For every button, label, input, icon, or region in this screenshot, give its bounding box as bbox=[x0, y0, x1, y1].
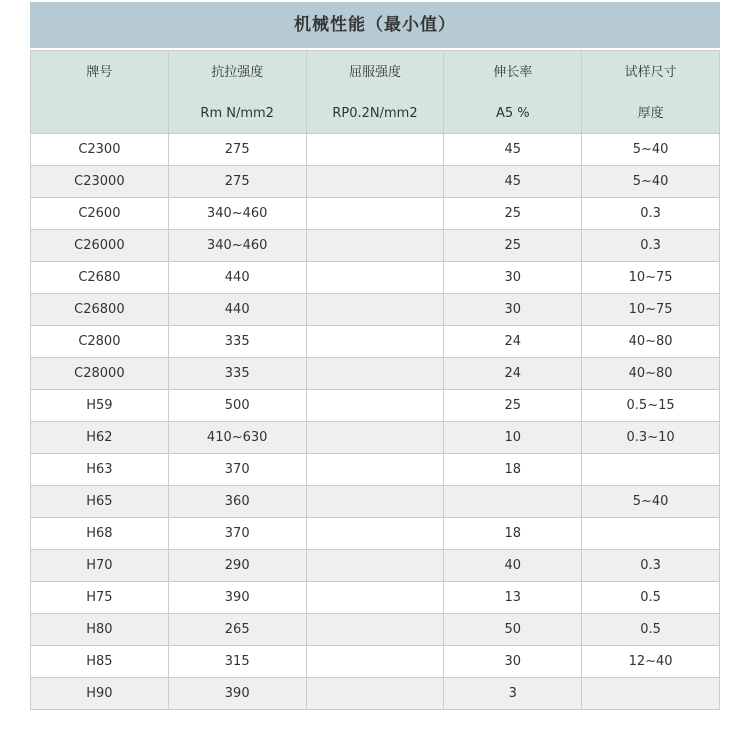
column-header-sublabel: Rm N/mm2 bbox=[200, 106, 274, 121]
table-cell bbox=[306, 358, 444, 390]
table-row bbox=[31, 614, 720, 646]
table-cell bbox=[582, 678, 720, 710]
table-cell: 440 bbox=[168, 294, 306, 326]
table-cell: 370 bbox=[168, 518, 306, 550]
table-cell: 10~75 bbox=[582, 294, 720, 326]
table-cell bbox=[306, 198, 444, 230]
table-cell: 25 bbox=[444, 390, 582, 422]
table-cell: 24 bbox=[444, 326, 582, 358]
table-cell: H70 bbox=[31, 550, 169, 582]
table-cell bbox=[306, 422, 444, 454]
table-title: 机械性能（最小值） bbox=[30, 2, 720, 48]
table-cell bbox=[582, 518, 720, 550]
column-header-tensile-strength bbox=[168, 51, 306, 134]
table-cell: 0.3 bbox=[582, 550, 720, 582]
table-cell: 275 bbox=[168, 134, 306, 166]
table-cell bbox=[306, 166, 444, 198]
table-cell: 40 bbox=[444, 550, 582, 582]
table-cell: 390 bbox=[168, 582, 306, 614]
table-cell: 45 bbox=[444, 134, 582, 166]
table-cell: C2680 bbox=[31, 262, 169, 294]
table-cell: 0.5~15 bbox=[582, 390, 720, 422]
table-cell bbox=[306, 646, 444, 678]
table-cell: 45 bbox=[444, 166, 582, 198]
header-row bbox=[31, 51, 720, 134]
column-header-label: 伸长率 bbox=[493, 65, 533, 80]
table-cell: H62 bbox=[31, 422, 169, 454]
table-cell: 0.3~10 bbox=[582, 422, 720, 454]
table-cell: H80 bbox=[31, 614, 169, 646]
table-row bbox=[31, 166, 720, 198]
column-header-label: 抗拉强度 bbox=[211, 65, 264, 80]
table-cell: 0.5 bbox=[582, 614, 720, 646]
table-cell: 12~40 bbox=[582, 646, 720, 678]
table-cell: 40~80 bbox=[582, 358, 720, 390]
table-cell bbox=[306, 678, 444, 710]
table-row bbox=[31, 390, 720, 422]
table-cell bbox=[306, 230, 444, 262]
content-area bbox=[30, 2, 720, 710]
table-cell: 0.5 bbox=[582, 582, 720, 614]
table-row bbox=[31, 550, 720, 582]
table-cell bbox=[444, 486, 582, 518]
table-cell: 24 bbox=[444, 358, 582, 390]
table-cell bbox=[306, 614, 444, 646]
table-cell: 340~460 bbox=[168, 198, 306, 230]
table-row bbox=[31, 134, 720, 166]
table-cell: 18 bbox=[444, 518, 582, 550]
table-row bbox=[31, 646, 720, 678]
table-cell bbox=[306, 390, 444, 422]
table-row bbox=[31, 454, 720, 486]
table-cell: 290 bbox=[168, 550, 306, 582]
table-cell: 0.3 bbox=[582, 198, 720, 230]
table-cell: 30 bbox=[444, 294, 582, 326]
table-row bbox=[31, 230, 720, 262]
table-cell bbox=[306, 134, 444, 166]
table-cell bbox=[306, 518, 444, 550]
table-cell: 30 bbox=[444, 646, 582, 678]
table-row bbox=[31, 262, 720, 294]
table-row bbox=[31, 358, 720, 390]
table-cell: C2800 bbox=[31, 326, 169, 358]
table-cell: 50 bbox=[444, 614, 582, 646]
table-row bbox=[31, 582, 720, 614]
column-header-elongation bbox=[444, 51, 582, 134]
table-cell: C26800 bbox=[31, 294, 169, 326]
table-cell bbox=[306, 262, 444, 294]
table-cell: 315 bbox=[168, 646, 306, 678]
column-header-label: 屈服强度 bbox=[348, 65, 401, 80]
table-cell: 40~80 bbox=[582, 326, 720, 358]
table-cell: 370 bbox=[168, 454, 306, 486]
mechanical-properties-table bbox=[30, 50, 720, 710]
table-cell bbox=[306, 550, 444, 582]
column-header-sublabel: 厚度 bbox=[637, 106, 664, 121]
table-cell: 10~75 bbox=[582, 262, 720, 294]
table-cell: C23000 bbox=[31, 166, 169, 198]
table-cell: 500 bbox=[168, 390, 306, 422]
table-cell: H63 bbox=[31, 454, 169, 486]
table-cell: 335 bbox=[168, 358, 306, 390]
column-header-grade bbox=[31, 51, 169, 134]
table-header bbox=[31, 51, 720, 134]
column-header-sample-size bbox=[582, 51, 720, 134]
table-cell: 5~40 bbox=[582, 486, 720, 518]
table-cell bbox=[306, 582, 444, 614]
table-cell: C26000 bbox=[31, 230, 169, 262]
table-cell bbox=[306, 326, 444, 358]
table-cell: 13 bbox=[444, 582, 582, 614]
column-header-label: 牌号 bbox=[86, 65, 113, 80]
table-cell: 0.3 bbox=[582, 230, 720, 262]
table-cell bbox=[306, 486, 444, 518]
table-row bbox=[31, 326, 720, 358]
table-cell: H59 bbox=[31, 390, 169, 422]
column-header-label: 试样尺寸 bbox=[624, 65, 677, 80]
table-cell: 30 bbox=[444, 262, 582, 294]
table-row bbox=[31, 422, 720, 454]
table-cell: 18 bbox=[444, 454, 582, 486]
table-cell: 265 bbox=[168, 614, 306, 646]
table-cell: 25 bbox=[444, 198, 582, 230]
table-cell: H65 bbox=[31, 486, 169, 518]
table-cell: 440 bbox=[168, 262, 306, 294]
table-cell: H90 bbox=[31, 678, 169, 710]
table-cell: 410~630 bbox=[168, 422, 306, 454]
table-cell: 5~40 bbox=[582, 134, 720, 166]
table-row bbox=[31, 518, 720, 550]
column-header-yield-strength bbox=[306, 51, 444, 134]
table-cell: 5~40 bbox=[582, 166, 720, 198]
table-cell: 3 bbox=[444, 678, 582, 710]
table-cell: H85 bbox=[31, 646, 169, 678]
table-cell: 335 bbox=[168, 326, 306, 358]
table-row bbox=[31, 198, 720, 230]
table-cell: C2300 bbox=[31, 134, 169, 166]
table-cell bbox=[306, 294, 444, 326]
table-row bbox=[31, 678, 720, 710]
table-row bbox=[31, 486, 720, 518]
table-cell: C28000 bbox=[31, 358, 169, 390]
table-row bbox=[31, 294, 720, 326]
table-cell bbox=[582, 454, 720, 486]
table-cell: H68 bbox=[31, 518, 169, 550]
column-header-sublabel: RP0.2N/mm2 bbox=[332, 106, 418, 121]
table-body bbox=[31, 134, 720, 710]
table-cell: H75 bbox=[31, 582, 169, 614]
table-cell: 275 bbox=[168, 166, 306, 198]
table-cell bbox=[306, 454, 444, 486]
table-cell: 25 bbox=[444, 230, 582, 262]
table-cell: 340~460 bbox=[168, 230, 306, 262]
column-header-sublabel: A5 % bbox=[495, 106, 530, 121]
table-cell: 390 bbox=[168, 678, 306, 710]
table-cell: C2600 bbox=[31, 198, 169, 230]
table-cell: 360 bbox=[168, 486, 306, 518]
table-cell: 10 bbox=[444, 422, 582, 454]
